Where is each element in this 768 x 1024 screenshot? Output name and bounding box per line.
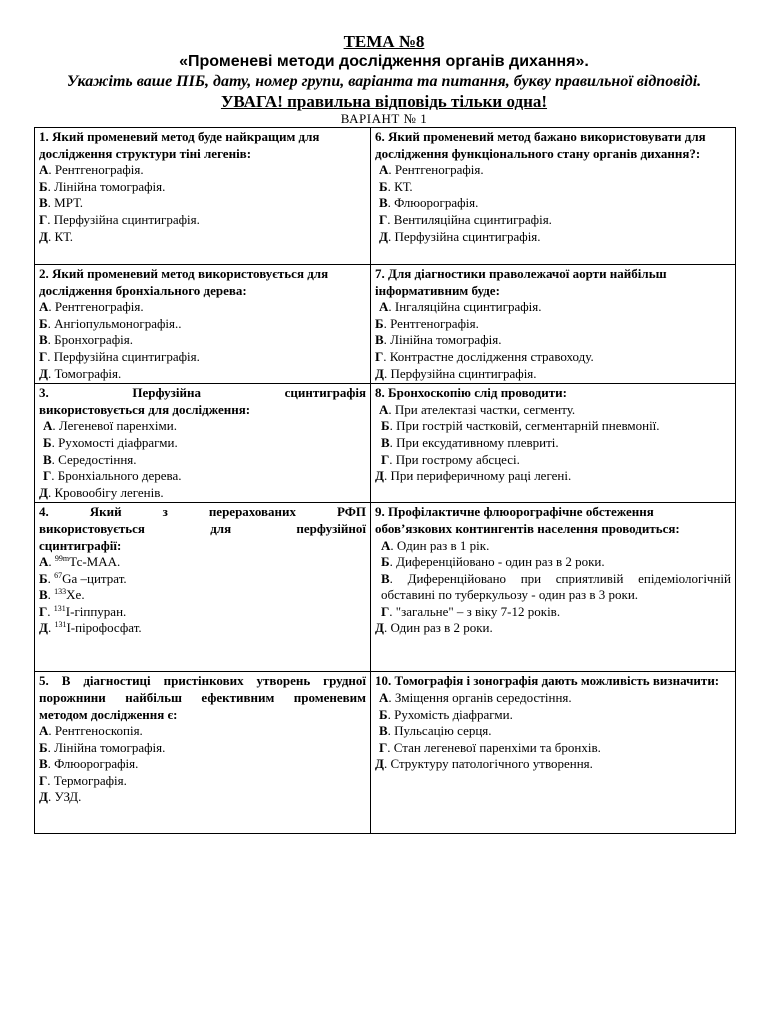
option-letter: В [375, 332, 384, 348]
option-letter: В [39, 332, 48, 348]
answer-option [375, 349, 731, 366]
option-text: . "загальне" – з віку 7-12 років. [389, 603, 561, 619]
question-text: 5. В діагностиці пристінкових утворень грудної порожнини найбільш ефективним променевим методом дослідження є: [39, 673, 366, 722]
isotope-mass-number: 131 [53, 603, 66, 613]
option-letter: Д [39, 484, 48, 500]
answer-option [375, 162, 731, 179]
option-letter: Б [39, 315, 48, 331]
question-cell-10 [371, 672, 736, 834]
option-text: . Перфузійна сцинтиграфія. [47, 211, 200, 227]
option-text: . Рентгенографія. [48, 162, 144, 178]
option-text: . Перфузійна сцинтиграфія. [47, 348, 200, 364]
option-letter: Б [379, 706, 388, 722]
question-text-cont: використовується для перфузійної [39, 520, 366, 536]
option-letter: Г [375, 348, 384, 364]
option-letter: В [381, 434, 390, 450]
answer-option [375, 179, 731, 196]
option-letter: Б [379, 178, 388, 194]
answer-option [39, 179, 366, 196]
option-letter: А [39, 162, 49, 178]
isotope-mass-number: 131 [54, 620, 67, 630]
option-text: Хе. [66, 587, 85, 603]
option-text: . Вентиляційна сцинтиграфія. [387, 211, 552, 227]
question-text: 10. Томографія і зонографія дають можливість визначити: [375, 673, 720, 689]
question-cell-1 [35, 128, 371, 265]
option-letter: А [43, 418, 53, 434]
answer-option [39, 740, 366, 757]
answer-option [39, 195, 366, 212]
answer-option: Г. $^{131}$І-гіппуран. [39, 603, 127, 619]
option-text: . При гострому абсцесі. [389, 451, 520, 467]
answer-option [375, 538, 731, 555]
question-text: 8. Бронхоскопію слід проводити: [375, 385, 567, 401]
option-letter: Д [39, 620, 48, 636]
question-text: 9. Профілактичне флюорографічне обстеження обов’язкових контингентів населення проводиться: [375, 504, 680, 536]
answer-option [375, 740, 731, 757]
option-letter: Б [39, 178, 48, 194]
option-letter: В [39, 195, 48, 211]
option-text: . Томографія. [47, 365, 122, 381]
answer-option [39, 349, 366, 366]
option-letter: Д [39, 789, 48, 805]
option-text: . Один раз в 1 рік. [390, 537, 490, 553]
answer-option [39, 212, 366, 229]
option-text: . КТ. [47, 228, 74, 244]
answer-option [375, 690, 731, 707]
option-letter: А [379, 689, 389, 705]
question-cell-4 [35, 503, 371, 672]
answer-option: В. $^{133}$Хе. [39, 587, 85, 603]
option-letter: Г [379, 739, 388, 755]
option-letter: Г [39, 211, 48, 227]
table-row [35, 672, 736, 834]
answer-option [39, 789, 366, 806]
option-letter: Г [39, 348, 48, 364]
option-text: . Структуру патологічного утворення. [383, 756, 593, 772]
table-row [35, 128, 736, 265]
option-letter: В [381, 570, 390, 586]
answer-option [39, 435, 366, 452]
option-text: . Ангіопульмонографія.. [47, 315, 182, 331]
option-text: . Рентгенографія. [48, 299, 144, 315]
option-letter: Д [375, 756, 384, 772]
option-text: . Зміщення органів середостіння. [388, 689, 572, 705]
answer-option: А. $^{99m}$Тс-МАА. [39, 554, 121, 570]
option-letter: Г [43, 468, 52, 484]
question-cell-8 [371, 384, 736, 503]
option-letter: В [39, 756, 48, 772]
answer-option [375, 366, 731, 383]
question-text: 7. Для діагностики праволежачої аорти найбільш інформативним буде: [375, 266, 667, 298]
option-letter: А [379, 299, 389, 315]
topic-title: ТЕМА №8 [343, 32, 425, 51]
answer-option [375, 229, 731, 246]
option-letter: В [379, 723, 388, 739]
option-letter: А [39, 554, 49, 570]
option-text: . При периферичному раці легені. [383, 468, 572, 484]
question-text: 2. Який променевий метод використовується для дослідження бронхіального дерева: [39, 266, 329, 298]
option-letter: А [39, 723, 49, 739]
option-text: Ga –цитрат. [62, 570, 127, 586]
option-text: . Бронхографія. [47, 332, 133, 348]
option-text: . Рентгеноскопія. [48, 723, 143, 739]
option-text: . КТ. [387, 178, 413, 194]
option-text: . Флюорографія. [47, 756, 139, 772]
option-text: . Середостіння. [51, 451, 137, 467]
option-letter: Г [39, 772, 48, 788]
answer-option [375, 452, 731, 469]
question-text-cont: використовується для дослідження: [39, 401, 251, 417]
answer-option [39, 366, 366, 383]
answer-option [39, 332, 366, 349]
question-cell-6 [371, 128, 736, 265]
answer-option [39, 229, 366, 246]
option-text: . Один раз в 2 роки. [383, 620, 493, 636]
option-text: . При ексудативному плевриті. [389, 434, 559, 450]
option-letter: Б [43, 434, 52, 450]
question-cell-5 [35, 672, 371, 834]
answer-option [375, 707, 731, 724]
isotope-mass-number: 67 [54, 570, 63, 580]
option-text: І-пірофосфат. [66, 620, 142, 636]
question-cell-7 [371, 265, 736, 384]
option-text: . Термографія. [47, 772, 127, 788]
option-text: . Лінійна томографія. [383, 332, 502, 348]
option-text: . Легеневої паренхіми. [52, 418, 177, 434]
questions-table [34, 127, 736, 834]
instructions: Укажіть ваше ПІБ, дату, номер групи, варіанта та питання, букву правильної відповіді. [66, 73, 702, 90]
answer-option [39, 162, 366, 179]
question-cell-2 [35, 265, 371, 384]
option-text: . УЗД. [47, 789, 82, 805]
option-text: . МРТ. [47, 195, 84, 211]
option-text: . Контрастне дослідження стравоходу. [383, 348, 594, 364]
answer-option [375, 316, 731, 333]
option-letter: Г [39, 603, 48, 619]
answer-option [375, 571, 731, 604]
table-row [35, 384, 736, 503]
option-letter: Г [381, 451, 390, 467]
option-letter: А [39, 299, 49, 315]
answer-option: Б. $^{67}$Ga –цитрат. [39, 570, 127, 586]
option-text: . Бронхіального дерева. [51, 468, 182, 484]
option-letter: Д [375, 620, 384, 636]
answer-option [375, 418, 731, 435]
option-letter: Б [39, 570, 48, 586]
answer-option [39, 468, 366, 485]
option-letter: Г [379, 211, 388, 227]
option-text: . При ателектазі частки, сегменту. [388, 401, 576, 417]
option-text: Тс-МАА. [69, 554, 121, 570]
question-text: 3. Перфузійна сцинтиграфія [39, 385, 366, 401]
question-text-cont: сцинтиграфії: [39, 537, 122, 553]
answer-option [39, 485, 366, 502]
option-text: . Лінійна томографія. [47, 739, 166, 755]
isotope-mass-number: 99m [54, 554, 70, 564]
option-text: . Рентгенографія. [383, 315, 479, 331]
option-text: . Кровообігу легенів. [47, 484, 164, 500]
answer-option [375, 402, 731, 419]
option-letter: В [39, 587, 48, 603]
answer-option [39, 452, 366, 469]
option-text: . Перфузійна сцинтиграфія. [387, 228, 541, 244]
option-letter: Д [375, 365, 384, 381]
answer-option [375, 604, 731, 621]
option-letter: Д [39, 365, 48, 381]
answer-option [39, 773, 366, 790]
option-text: . Інгаляційна сцинтиграфія. [388, 299, 542, 315]
option-text: . Рухомості діафрагми. [51, 434, 178, 450]
option-letter: Б [375, 315, 384, 331]
question-text: 6. Який променевий метод бажано використовувати для дослідження функціонального стану органів дихання?: [375, 129, 706, 161]
answer-option [39, 299, 366, 316]
table-row [35, 503, 736, 672]
option-text: . Стан легеневої паренхіми та бронхів. [387, 739, 601, 755]
answer-option [375, 554, 731, 571]
answer-option [39, 756, 366, 773]
option-letter: А [379, 401, 389, 417]
option-letter: Д [39, 228, 48, 244]
answer-option [375, 620, 731, 637]
option-text: . Диференційовано - один раз в 2 роки. [389, 554, 605, 570]
option-text: . Рентгенографія. [388, 162, 484, 178]
variant-label: ВАРІАНТ № 1 [340, 111, 428, 126]
warning-note: УВАГА! правильна відповідь тільки одна! [220, 92, 548, 111]
answer-option [375, 212, 731, 229]
option-text: . Диференційовано при сприятливій епідеміологічній обставині по туберкульозу - один раз в 3 роки. [381, 570, 731, 603]
isotope-mass-number: 133 [54, 587, 67, 597]
answer-option [375, 332, 731, 349]
answer-option [39, 723, 366, 740]
option-text: . Перфузійна сцинтиграфія. [383, 365, 537, 381]
option-letter: Д [375, 468, 384, 484]
table-row [35, 265, 736, 384]
option-letter: В [379, 195, 388, 211]
option-text: . Лінійна томографія. [47, 178, 166, 194]
answer-option [375, 435, 731, 452]
answer-option [39, 316, 366, 333]
option-letter: А [381, 537, 391, 553]
option-letter: В [43, 451, 52, 467]
option-text: . Флюорографія. [387, 195, 479, 211]
question-text: 1. Який променевий метод буде найкращим для дослідження структури тіні легенів: [39, 129, 320, 161]
answer-option [375, 723, 731, 740]
question-text: 4. Який з перерахованих РФП [39, 504, 366, 520]
option-text: . Пульсацію серця. [387, 723, 492, 739]
option-text: І-гіппуран. [65, 603, 127, 619]
option-letter: Б [381, 554, 390, 570]
question-cell-3 [35, 384, 371, 503]
answer-option [375, 756, 731, 773]
option-letter: А [379, 162, 389, 178]
option-text: . Рухомість діафрагми. [387, 706, 513, 722]
question-cell-9 [371, 503, 736, 672]
answer-option [375, 299, 731, 316]
option-letter: Б [381, 418, 390, 434]
option-letter: Г [381, 603, 390, 619]
option-text: . При гострій частковій, сегментарній пневмонії. [389, 418, 660, 434]
answer-option [39, 418, 366, 435]
answer-option: Д. $^{131}$І-пірофосфат. [39, 620, 142, 636]
topic-subtitle: «Променеві методи дослідження органів дихання». [179, 53, 589, 70]
answer-option [375, 468, 731, 485]
answer-option [375, 195, 731, 212]
option-letter: Д [379, 228, 388, 244]
option-letter: Б [39, 739, 48, 755]
